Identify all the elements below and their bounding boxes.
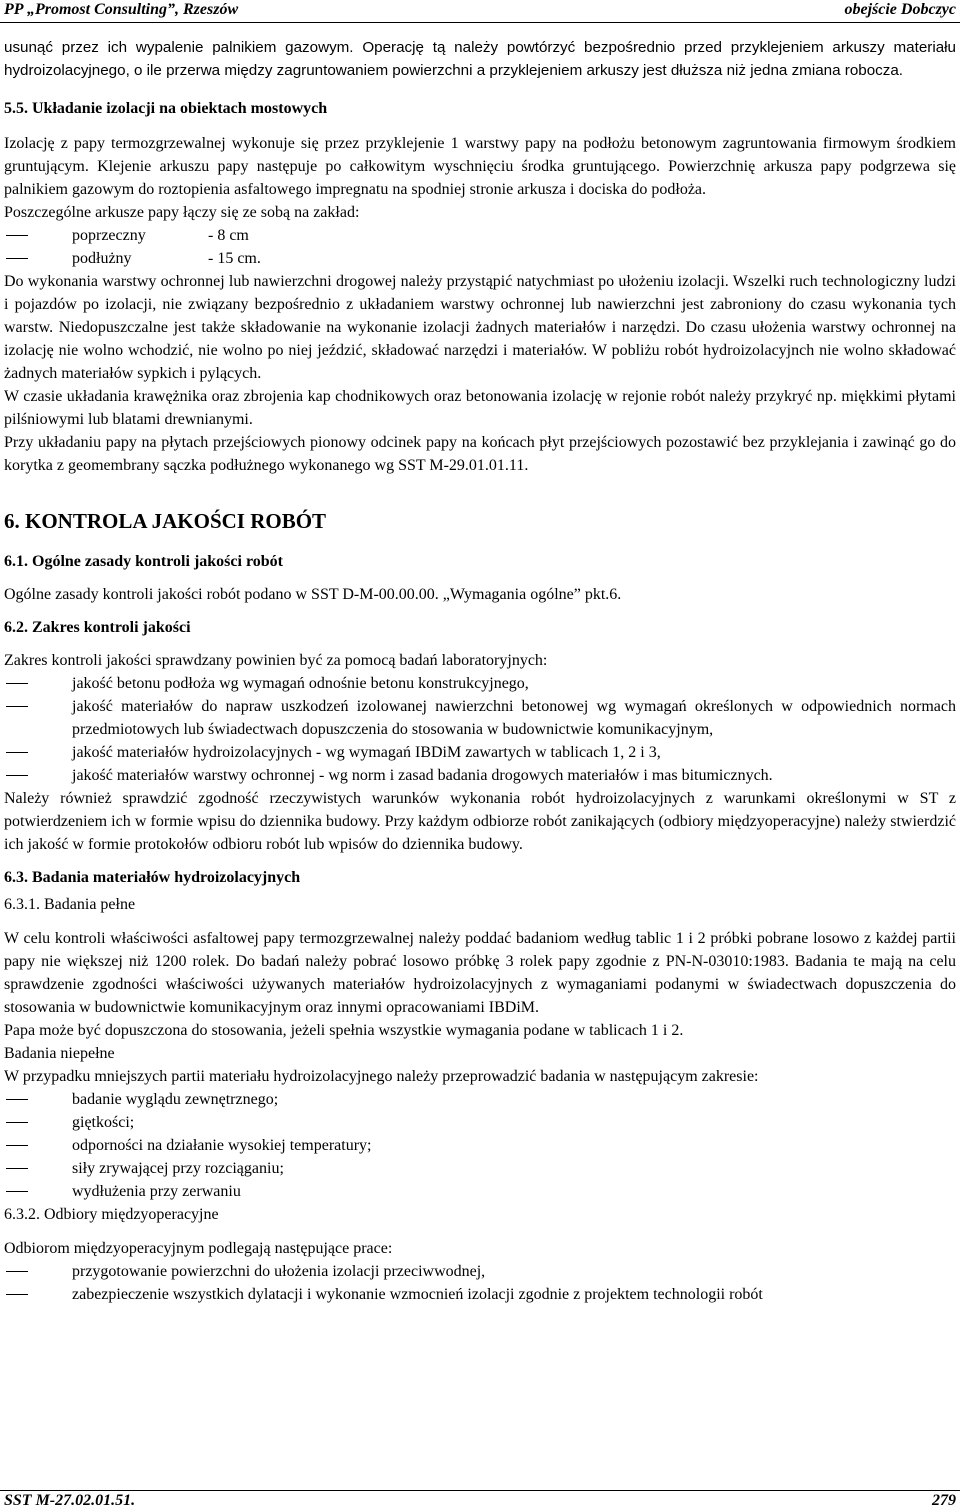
list-item: jakość materiałów hydroizolacyjnych - wg wymagań IBDiM zawartych w tablicach 1, 2 i 3, xyxy=(4,741,956,764)
overlap-list xyxy=(4,224,956,270)
list-item xyxy=(4,247,956,270)
document-body xyxy=(4,36,956,1306)
page-footer xyxy=(0,1484,960,1512)
overlap-value: - 8 cm xyxy=(208,227,249,244)
s55-paragraph-2: Poszczególne arkusze papy łączy się ze sobą na zakład: xyxy=(4,204,360,221)
s62-intro: Zakres kontroli jakości sprawdzany powinien być za pomocą badań laboratoryjnych: xyxy=(4,652,548,669)
header-company: PP „Promost Consulting”, Rzeszów xyxy=(4,1,239,18)
section-6-1-title: 6.1. Ogólne zasady kontroli jakości robót xyxy=(4,553,283,570)
footer-rule xyxy=(0,1490,960,1491)
list-item xyxy=(4,224,956,247)
s62-after-paragraph: Należy również sprawdzić zgodność rzeczywistych warunków wykonania robót hydroizolacyjnych z warunkami określonymi w ST z potwierdzeniem ich w formie wpisu do dziennika budowy. Przy każdym odbiorze robót zanikających (odbiory międzyoperacyjne) należy stwierdzić ich jakość w formie protokołów odbioru robót lub wpisów do dziennika budowy. xyxy=(4,790,956,853)
page-number: 279 xyxy=(932,1492,956,1509)
overlap-value: - 15 cm. xyxy=(208,250,261,267)
s55-paragraph-3: Do wykonania warstwy ochronnej lub nawierzchni drogowej należy przystąpić natychmiast po ułożeniu izolacji. Wszelki ruch technologiczny ludzi i pojazdów po izolacji, nie związany bezpośrednio z układaniem warstwy ochronnej lub nawierzchni jest zabroniony do czasu wykonania tych warstw. Niedopuszczalne jest także składowanie na wykonanie izolacji żadnych materiałów i narzędzi. Do czasu ułożenia warstwy ochronnej na izolację nie wolno wchodzić, nie wolno po niej jeździć, składować narzędzi i materiałów. W pobliżu robót hydroizolacyjnch nie wolno składować żadnych materiałów sypkich i pylących. xyxy=(4,273,956,382)
page-header xyxy=(0,0,960,22)
s55-paragraph-5: Przy układaniu papy na płytach przejściowych pionowy odcinek papy na końcach płyt przejściowych pozostawić bez przyklejania i zawinąć go do korytka z geomembrany sączka podłużnego wykonanego wg SST M-29.01.01.11. xyxy=(4,434,956,474)
inter-operational-list xyxy=(4,1260,956,1306)
s61-paragraph: Ogólne zasady kontroli jakości robót podano w SST D-M-00.00.00. „Wymagania ogólne” pkt.6. xyxy=(4,586,622,603)
list-item: zabezpieczenie wszystkich dylatacji i wykonanie wzmocnień izolacji zgodnie z projektem technologii robót xyxy=(4,1283,956,1306)
section-6-3-2-title: 6.3.2. Odbiory międzyoperacyjne xyxy=(4,1206,219,1223)
section-5-5-title: 5.5. Układanie izolacji na obiektach mostowych xyxy=(4,100,328,117)
list-item: jakość materiałów do napraw uszkodzeń izolowanej nawierzchni betonowej wg wymagań określonych w odpowiednich normach przedmiotowych lub świadectwach dopuszczenia do stosowania w budownictwie komunikacyjnym, xyxy=(4,695,956,741)
overlap-name: poprzeczny xyxy=(72,227,146,244)
footer-spec-code: SST M-27.02.01.51. xyxy=(4,1492,136,1509)
list-item: badanie wyglądu zewnętrznego; xyxy=(4,1088,956,1111)
s631-paragraph-3: Badania niepełne xyxy=(4,1045,115,1062)
quality-scope-list xyxy=(4,672,956,787)
section-6-2-title: 6.2. Zakres kontroli jakości xyxy=(4,619,191,636)
list-item: przygotowanie powierzchni do ułożenia izolacji przeciwwodnej, xyxy=(4,1260,956,1283)
list-item: jakość betonu podłoża wg wymagań odnośnie betonu konstrukcyjnego, xyxy=(4,672,956,695)
header-project: obejście Dobczyc xyxy=(844,1,956,18)
overlap-name: podłużny xyxy=(72,250,132,267)
s55-paragraph-1: Izolację z papy termozgrzewalnej wykonuje się przez przyklejenie 1 warstwy papy na podłożu betonowym zagruntowania firmowym środkiem gruntującym. Klejenie arkuszu papy następuje po całkowitym wyschnięciu środka gruntującego. Powierzchnię arkusza papy podgrzewa się palnikiem gazowym do roztopienia asfaltowego impregnatu na spodniej stronie arkusza i dociska do podłoża. xyxy=(4,135,956,198)
section-6-title: 6. KONTROLA JAKOŚCI ROBÓT xyxy=(4,509,327,533)
section-6-3-1-title: 6.3.1. Badania pełne xyxy=(4,896,136,913)
s55-paragraph-4: W czasie układania krawężnika oraz zbrojenia kap chodnikowych oraz betonowania izolację w rejonie robót należy przykryć np. miękkimi płytami pilśniowymi lub blatami drewnianymi. xyxy=(4,388,956,428)
list-item: wydłużenia przy zerwaniu xyxy=(4,1180,956,1203)
list-item: jakość materiałów warstwy ochronnej - wg norm i zasad badania drogowych materiałów i mas bitumicznych. xyxy=(4,764,956,787)
list-item: odporności na działanie wysokiej temperatury; xyxy=(4,1134,956,1157)
list-item: siły zrywającej przy rozciąganiu; xyxy=(4,1157,956,1180)
list-item: giętkości; xyxy=(4,1111,956,1134)
s631-paragraph-1: W celu kontroli właściwości asfaltowej papy termozgrzewalnej należy poddać badaniom według tablic 1 i 2 próbki pobrane losowo z każdej partii papy nie większej niż 1200 rolek. Do badań należy pobrać losowo próbkę 3 rolek papy zgodnie z PN-N-03010:1983. Badania te mają na celu sprawdzenie zgodności właściwości używanych materiałów hydroizolacyjnych z wymaganiami podanymi w świadectwach dopuszczenia do stosowania w budownictwie komunikacyjnym oraz innymi opracowaniami IBDiM. xyxy=(4,930,956,1016)
partial-tests-list xyxy=(4,1088,956,1203)
s631-paragraph-2: Papa może być dopuszczona do stosowania, jeżeli spełnia wszystkie wymagania podane w tablicach 1 i 2. xyxy=(4,1022,684,1039)
s632-intro: Odbiorom międzyoperacyjnym podlegają następujące prace: xyxy=(4,1240,393,1257)
intro-paragraph: usunąć przez ich wypalenie palnikiem gazowym. Operację tą należy powtórzyć bezpośrednio przed przyklejeniem arkuszy materiału hydroizolacyjnego, o ile przerwa między zagruntowaniem powierzchni a przyklejeniem arkuszy jest dłuższa niż jedna zmiana robocza. xyxy=(4,39,956,79)
s631-paragraph-4: W przypadku mniejszych partii materiału hydroizolacyjnego należy przeprowadzić badania w następującym zakresie: xyxy=(4,1068,759,1085)
header-rule xyxy=(0,22,960,23)
section-6-3-title: 6.3. Badania materiałów hydroizolacyjnych xyxy=(4,869,301,886)
